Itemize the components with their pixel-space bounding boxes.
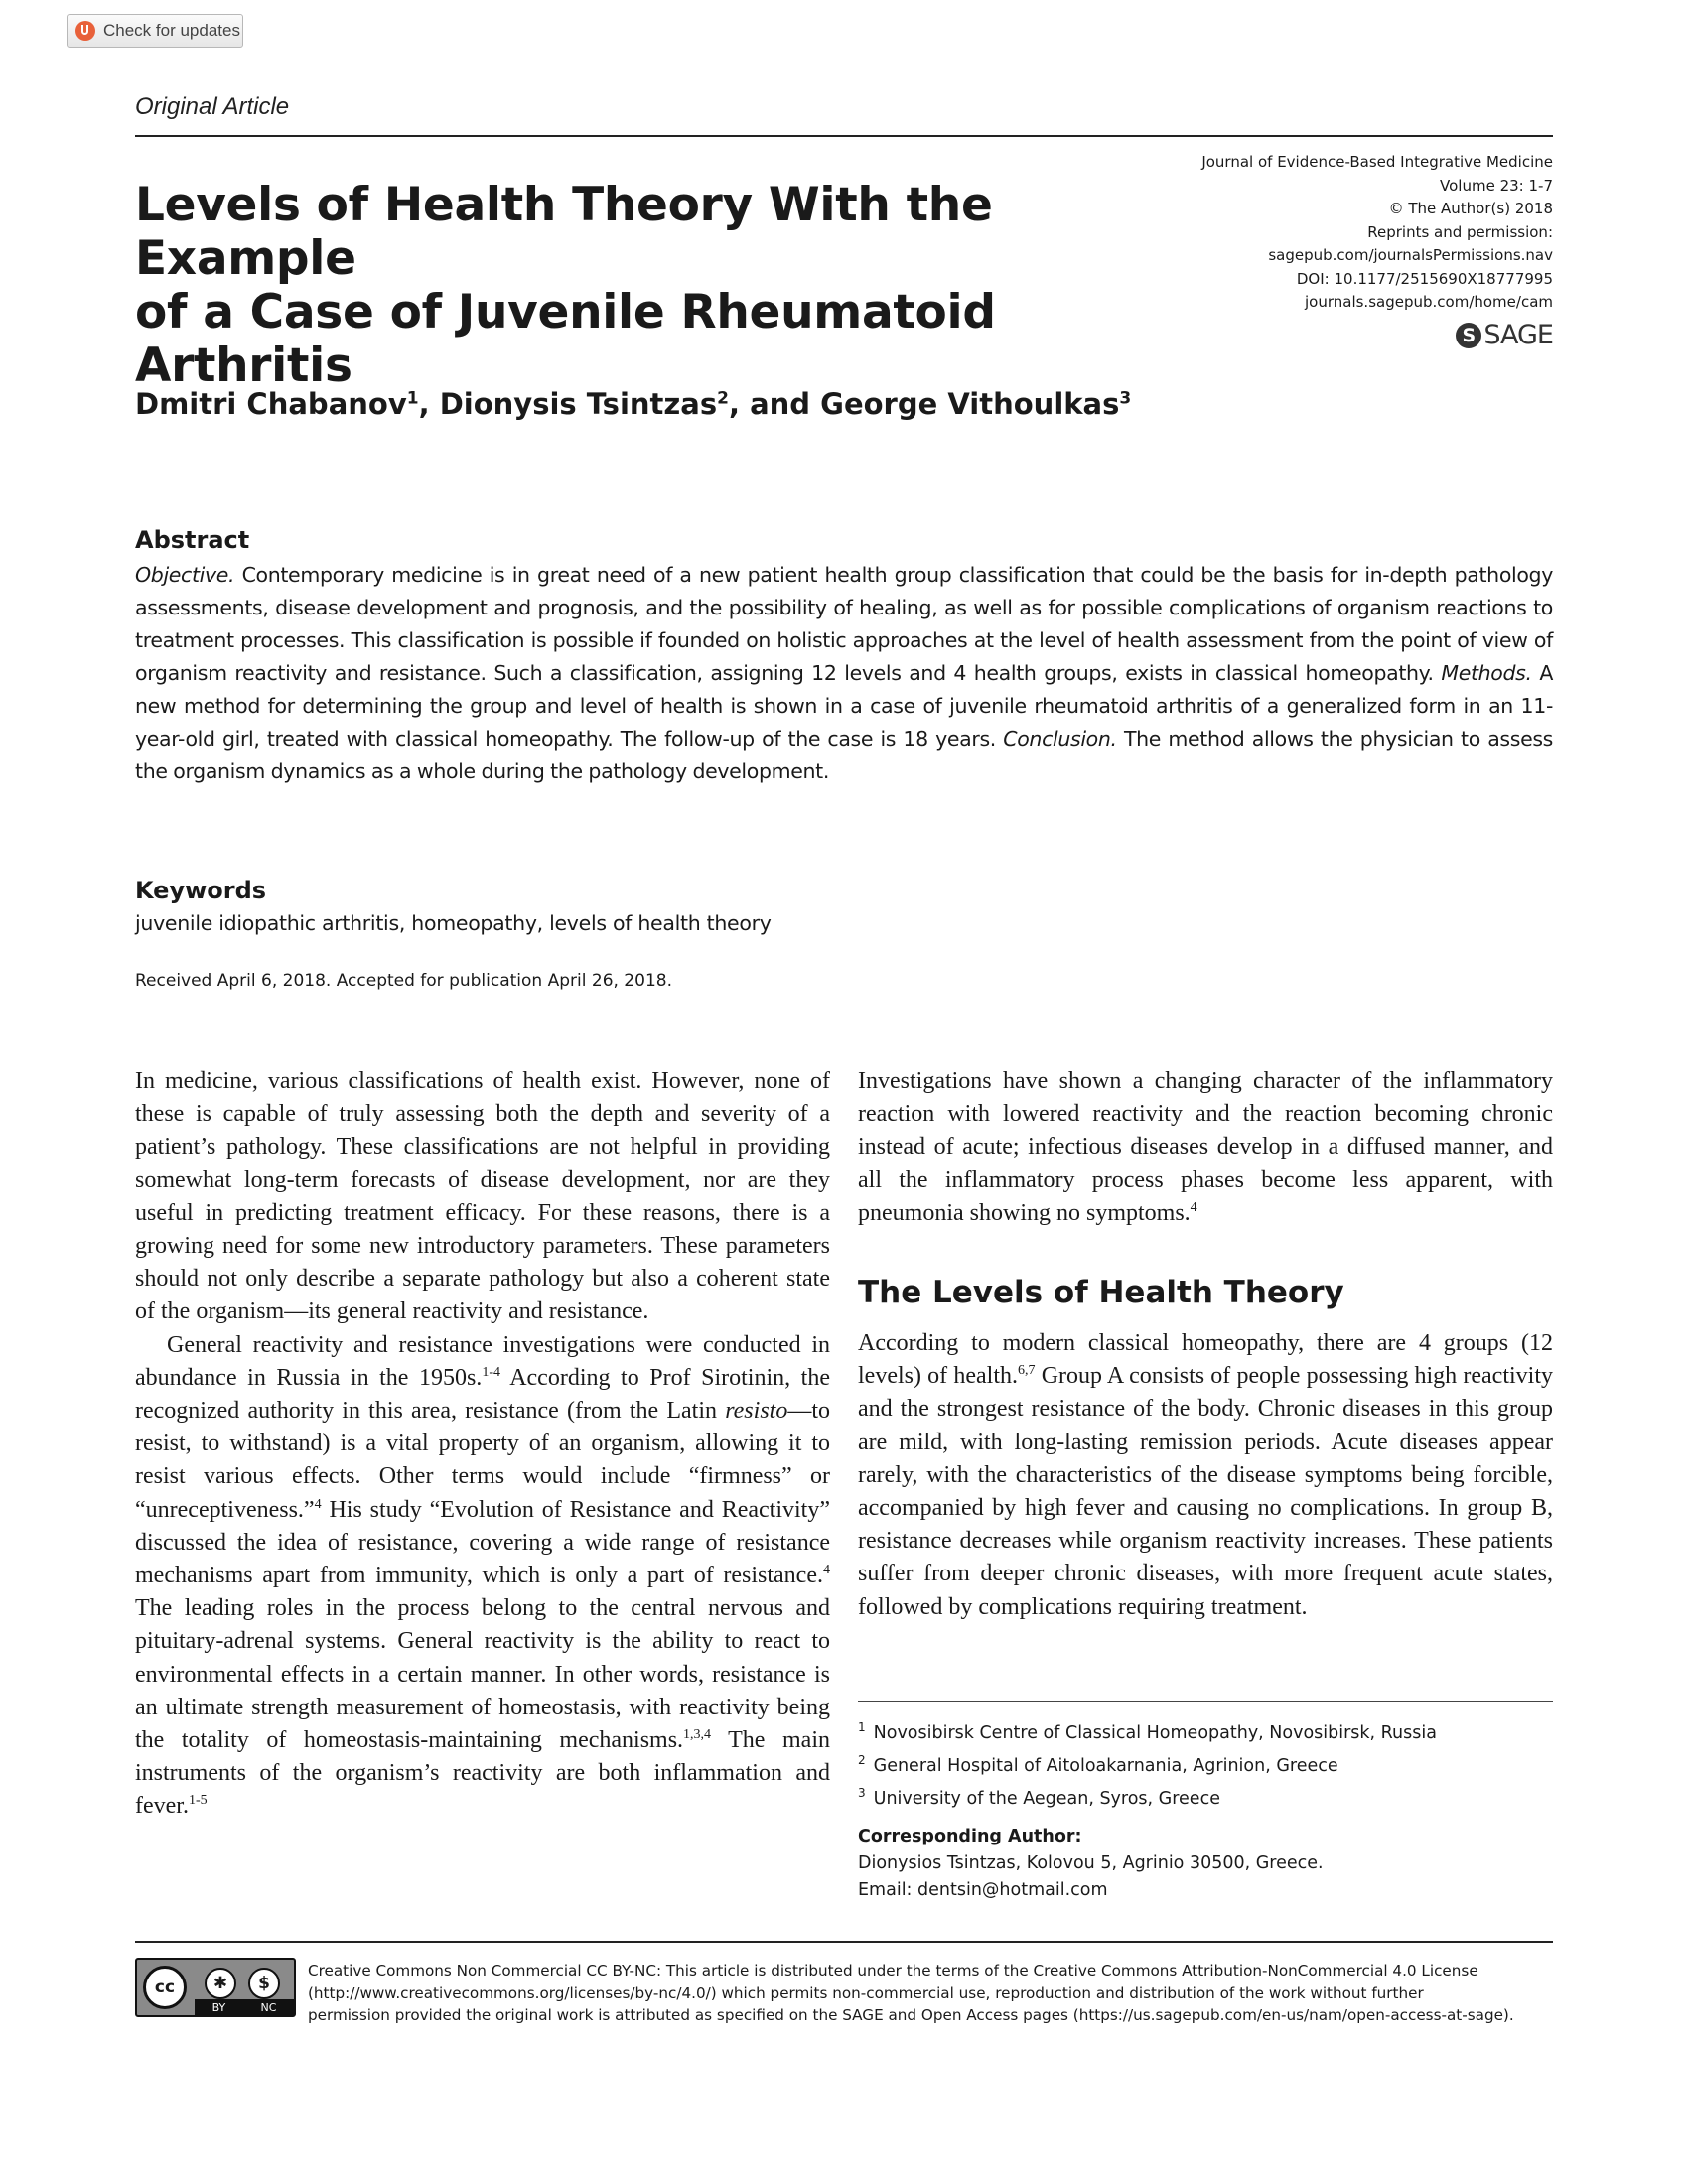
body-text: —to resist, to withstand) is a vital property of an organism, allowing it to resist various effects. Other terms would include “firmness” or “unreceptiveness.” [135, 1398, 830, 1523]
badge-nc-label: NC [260, 2000, 277, 2014]
citation-ref[interactable]: 6,7 [1018, 1363, 1036, 1379]
sage-logo-text: SAGE [1483, 320, 1553, 350]
header-divider [135, 135, 1553, 137]
author-separator: , [418, 387, 440, 421]
abstract-text [135, 559, 1553, 788]
author-name: George Vithoulkas [820, 387, 1120, 421]
corresponding-author [858, 1824, 1324, 1904]
sage-logo-icon: S [1456, 323, 1481, 348]
body-paragraph: In medicine, various classifications of health exist. However, none of these is capable of truly assessing both the depth and severity of a patient’s pathology. These classifications are not helpful in providing somewhat long-term forecasts of disease development, nor are they useful in predicting treatment efficacy. For these reasons, there is a growing need for some new introductory parameters. These parameters should not only describe a separate pathology but also a coherent state of the organism—its general reactivity and resistance. [135, 1068, 830, 1325]
section-heading: The Levels of Health Theory [858, 1275, 1344, 1310]
sage-logo [1456, 320, 1553, 350]
author-affiliation-ref: 2 [717, 388, 729, 409]
corresponding-email[interactable]: Email: dentsin@hotmail.com [858, 1880, 1108, 1900]
keywords-heading: Keywords [135, 877, 267, 904]
conclusion-label: Conclusion. [1003, 727, 1117, 751]
body-text: The leading roles in the process belong to the central nervous and pituitary-adrenal systems. General reactivity is the ability to react to environmental effects in a certain manner. In other words, resistance is an ultimate strength measurement of homeostasis, with reactivity being the totality of homeostasis-maintaining mechanisms. [135, 1595, 830, 1754]
methods-label: Methods. [1441, 661, 1532, 685]
body-column-right [858, 1065, 1553, 1230]
body-text: His study “Evolution of Resistance and Reactivity” discussed the idea of resistance, covering a wide range of resistance mechanisms apart from immunity, which is only a part of resistance. [135, 1496, 830, 1589]
author-list [135, 387, 1131, 421]
citation-ref[interactable]: 4 [314, 1496, 322, 1512]
affiliation-number: 3 [858, 1785, 866, 1800]
license-divider [135, 1941, 1553, 1943]
affiliation-text: General Hospital of Aitoloakarnania, Agrinion, Greece [873, 1755, 1338, 1776]
title-line-2: of a Case of Juvenile Rheumatoid Arthritis [135, 285, 996, 393]
affiliation-number: 1 [858, 1720, 866, 1734]
journal-name: Journal of Evidence-Based Integrative Medicine [1201, 153, 1553, 171]
citation-ref[interactable]: 1-4 [482, 1364, 500, 1380]
publication-dates: Received April 6, 2018. Accepted for publication April 26, 2018. [135, 971, 672, 991]
corresponding-address: Dionysios Tsintzas, Kolovou 5, Agrinio 30500, Greece. [858, 1853, 1324, 1873]
footnote-divider [858, 1701, 1553, 1702]
attribution-icon: ✱ [205, 1968, 236, 1999]
title-line-1: Levels of Health Theory With the Example [135, 178, 993, 286]
article-type: Original Article [135, 93, 290, 120]
affiliation-item [858, 1780, 1437, 1813]
body-paragraph [135, 1329, 830, 1824]
citation-ref[interactable]: 4 [823, 1563, 830, 1578]
cc-license-badge[interactable] [135, 1958, 296, 2017]
methods-text: A new method for determining the group and level of health is shown in a case of juvenile rheumatoid arthritis of a generalized form in an 11-year-old girl, treated with classical homeopathy. The follow-up of the case is 18 years. [135, 661, 1554, 751]
body-text: The main instruments of the organism’s reactivity are both inflammation and fever. [135, 1727, 830, 1820]
citation-ref[interactable]: 1,3,4 [683, 1727, 712, 1743]
creative-commons-icon: cc [143, 1966, 187, 2009]
body-text: According to modern classical homeopathy, there are 4 groups (12 levels) of health. [858, 1330, 1553, 1390]
journal-home-link[interactable]: journals.sagepub.com/home/cam [1305, 293, 1553, 311]
body-text: General reactivity and resistance investigations were conducted in abundance in Russia in the 1950s. [135, 1331, 830, 1391]
citation-ref[interactable]: 4 [1190, 1199, 1197, 1215]
check-for-updates-button[interactable] [67, 14, 243, 48]
objective-text: Contemporary medicine is in great need of a new patient health group classification that could be the basis for in-depth pathology assessments, disease development and prognosis, and the possibility of healing, as well as for possible complications of organism reactions to treatment processes. This classification is possible if founded on holistic approaches at the level of health assessment from the point of view of organism reactivity and resistance. Such a classification, assigning 12 levels and 4 health groups, exists in classical homeopathy. [135, 563, 1553, 685]
author-name: Dionysis Tsintzas [439, 387, 718, 421]
body-paragraph [858, 1327, 1553, 1624]
badge-strip [195, 1999, 294, 2015]
license-line: (http://www.creativecommons.org/licenses/by-nc/4.0/) which permits non-commercial use, reproduction and distribution of the work without further [308, 1983, 1424, 2002]
author-separator: , and [728, 387, 821, 421]
corresponding-label: Corresponding Author: [858, 1827, 1082, 1846]
affiliation-text: Novosibirsk Centre of Classical Homeopathy, Novosibirsk, Russia [873, 1722, 1437, 1743]
article-title [135, 179, 1178, 393]
affiliation-list [858, 1714, 1437, 1812]
body-paragraph [858, 1065, 1553, 1230]
citation-ref[interactable]: 1-5 [188, 1793, 208, 1809]
body-text: Group A consists of people possessing high reactivity and the strongest resistance of the body. Chronic diseases in this group are mild, with long-lasting remission periods. Acute diseases appear rarely, with the characteristics of the disease symptoms being forcible, accompanied by high fever and causing no complications. In group B, resistance decreases while organism reactivity increases. These patients suffer from deeper chronic diseases, with more frequent acute states, followed by complications requiring treatment. [858, 1363, 1553, 1620]
body-column-left [135, 1065, 830, 1824]
journal-reprints: Reprints and permission: [1367, 222, 1553, 241]
journal-volume: Volume 23: 1-7 [1440, 176, 1553, 195]
affiliation-text: University of the Aegean, Syros, Greece [873, 1788, 1220, 1809]
bookmark-icon [75, 21, 95, 41]
body-column-right-section [858, 1327, 1553, 1624]
author-name: Dmitri Chabanov [135, 387, 407, 421]
badge-by-label: BY [211, 2000, 226, 2014]
body-text: According to Prof Sirotinin, the recognized authority in this area, resistance (from the Latin [135, 1364, 830, 1425]
journal-copyright: © The Author(s) 2018 [1388, 200, 1553, 217]
license-line: permission provided the original work is attributed as specified on the SAGE and Open Access pages (https://us.sagepub.com/en-us/nam/open-access-at-sage). [308, 2006, 1514, 2024]
noncommercial-icon: $ [248, 1968, 280, 1999]
check-for-updates-label: Check for updates [103, 21, 240, 40]
license-text [308, 1960, 1553, 2027]
conclusion-text: The method allows the physician to assess the organism dynamics as a whole during the pathology development. [135, 727, 1553, 783]
doi-link[interactable]: DOI: 10.1177/2515690X18777995 [1296, 269, 1553, 288]
objective-label: Objective. [135, 563, 235, 587]
affiliation-item [858, 1747, 1437, 1780]
author-affiliation-ref: 1 [406, 388, 419, 409]
abstract-heading: Abstract [135, 526, 250, 554]
body-text: Investigations have shown a changing character of the inflammatory reaction with lowered reactivity and the reaction becoming chronic instead of acute; infectious diseases develop in a diffused manner, and all the inflammatory process phases become less apparent, with pneumonia showing no symptoms. [858, 1068, 1553, 1226]
affiliation-item [858, 1714, 1437, 1747]
body-emphasis: resisto [725, 1398, 788, 1425]
affiliation-number: 2 [858, 1752, 866, 1767]
license-line: Creative Commons Non Commercial CC BY-NC: This article is distributed under the terms of the Creative Commons Attribution-NonCommercial 4.0 License [308, 1962, 1478, 1979]
author-affiliation-ref: 3 [1119, 388, 1132, 409]
keywords-text: juvenile idiopathic arthritis, homeopathy, levels of health theory [135, 911, 772, 935]
journal-info [1096, 151, 1553, 315]
permissions-link[interactable]: sagepub.com/journalsPermissions.nav [1268, 246, 1553, 264]
